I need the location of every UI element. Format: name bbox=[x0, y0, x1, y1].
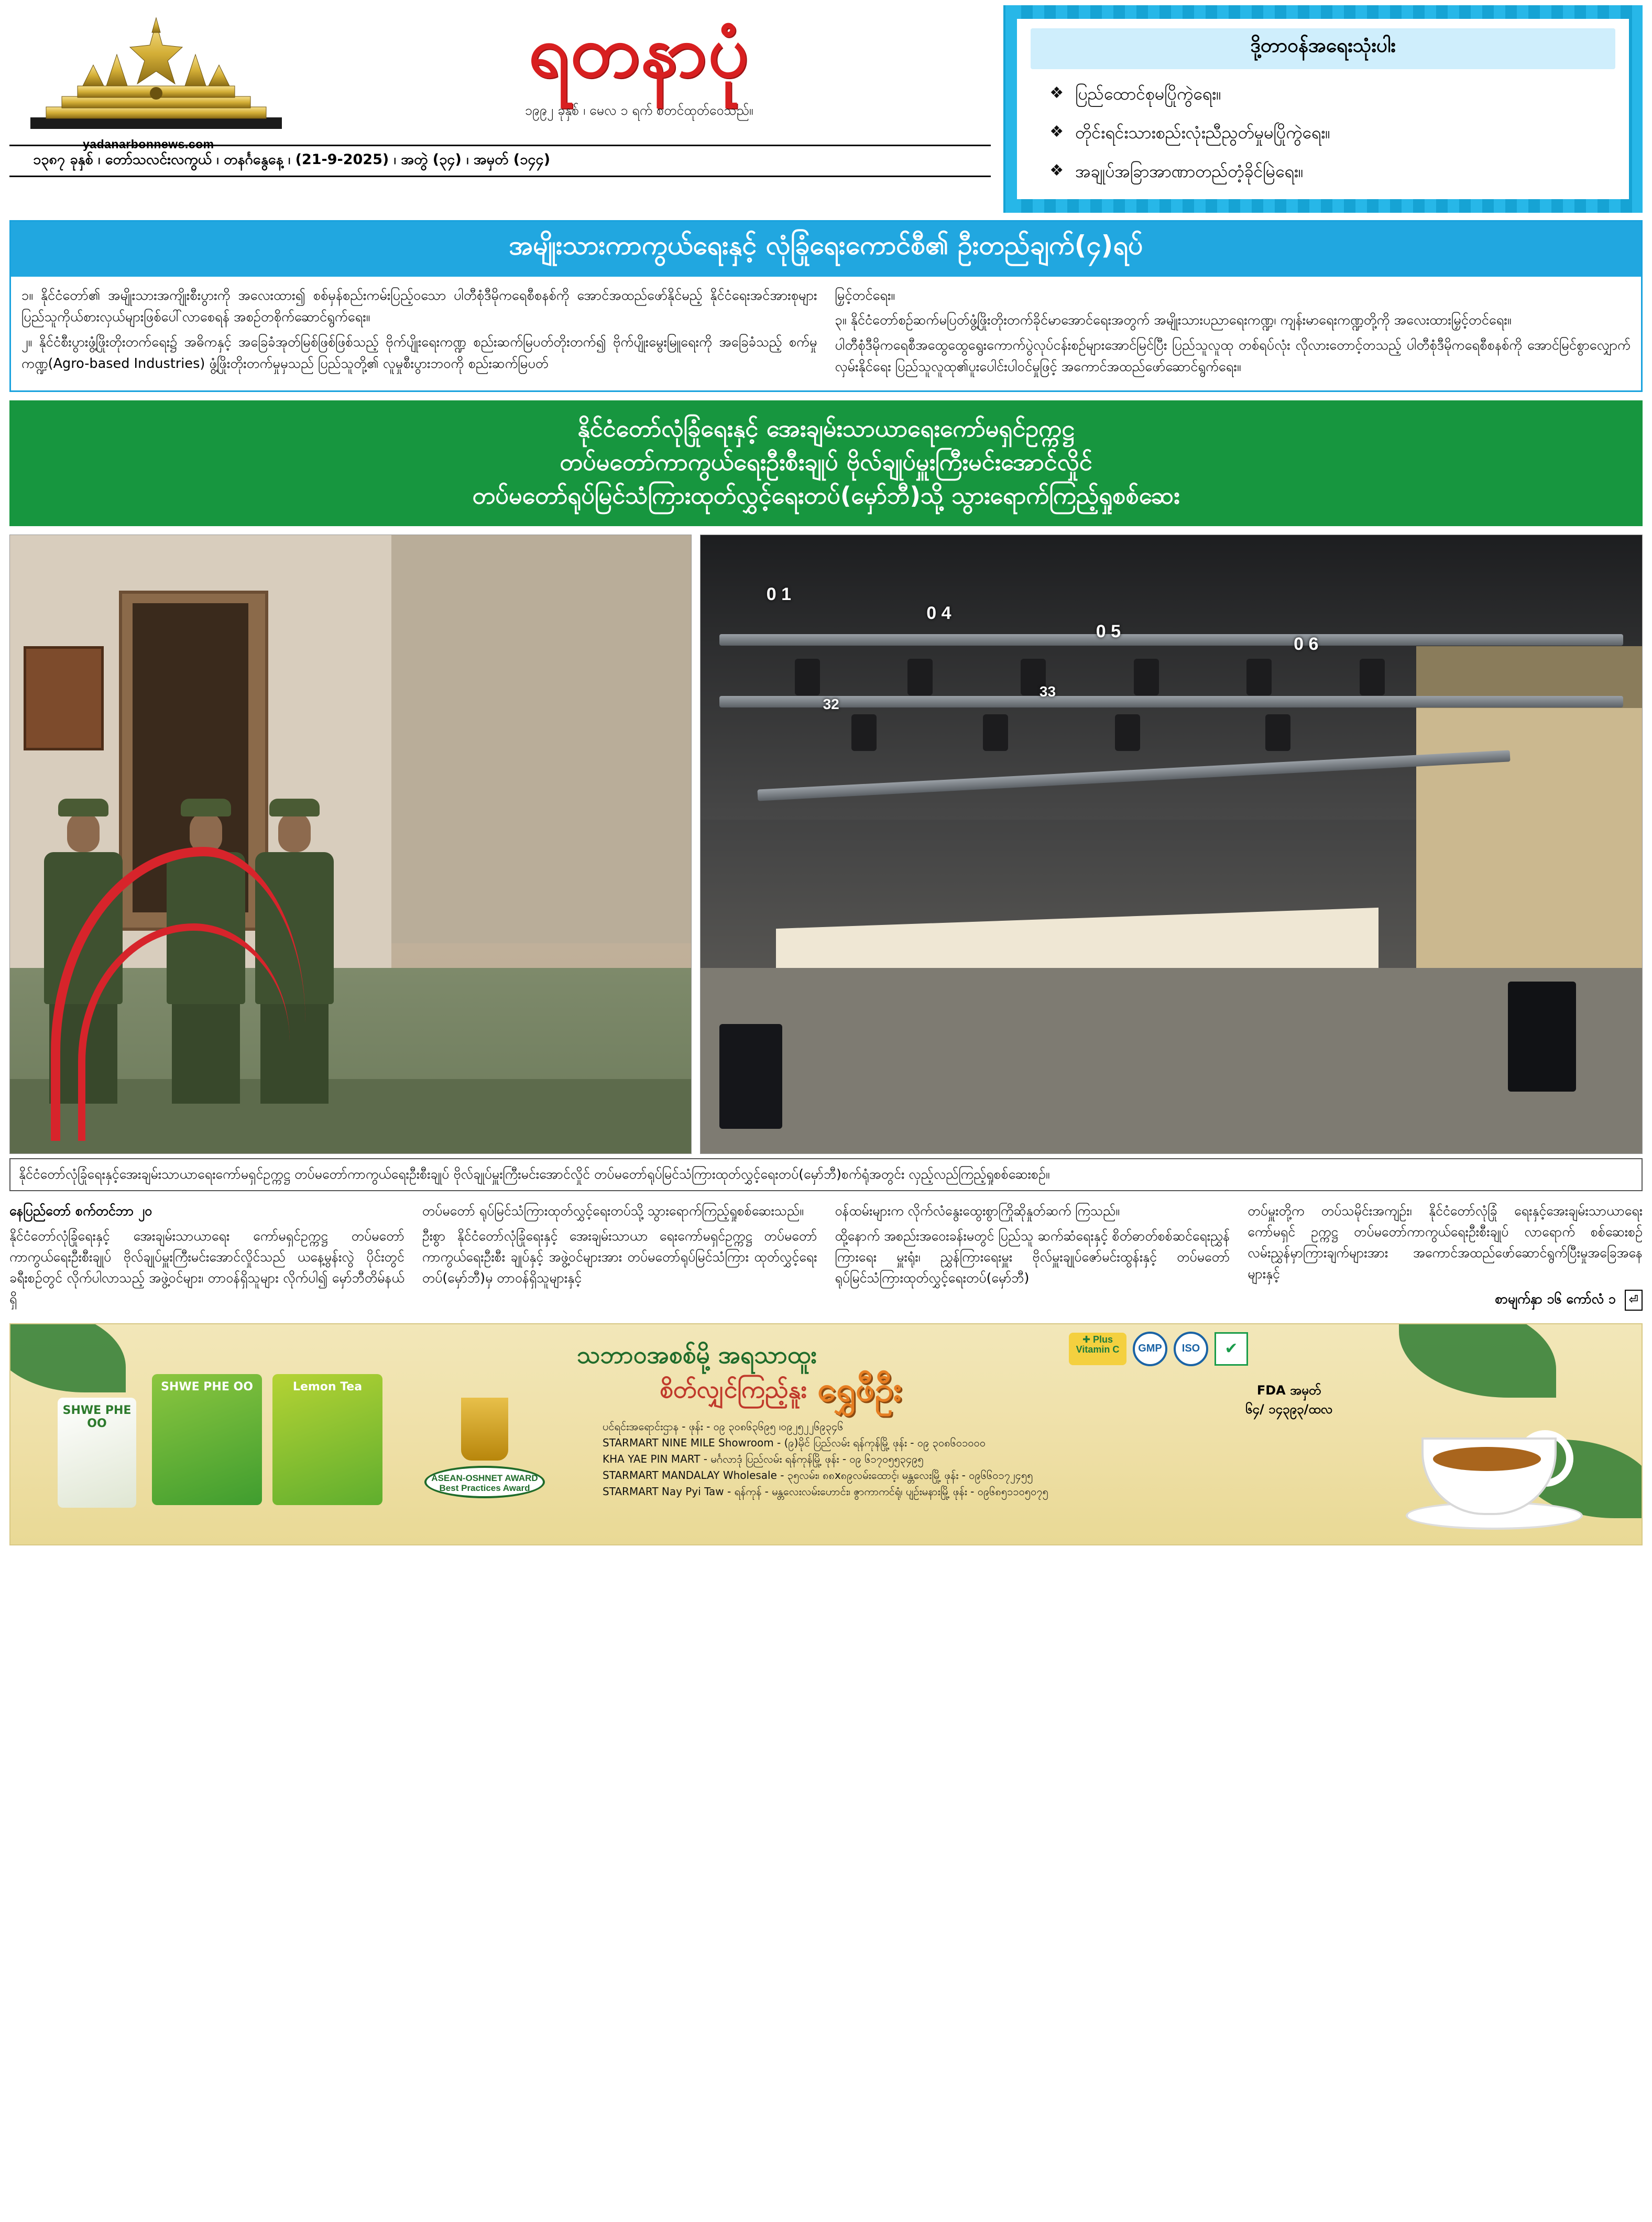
masthead-left bbox=[9, 5, 991, 177]
article-body bbox=[9, 1201, 1643, 1314]
page-turn-icon: ⏎ bbox=[1625, 1290, 1643, 1310]
fda-value: ၆၄/ ၁၄၃၉၃/ထလ bbox=[1245, 1401, 1333, 1417]
fda-approval bbox=[1205, 1382, 1373, 1420]
cause-item-label: အချုပ်အခြာအာဏာတည်တံ့ခိုင်မြဲရေး။ bbox=[1075, 161, 1304, 181]
article-paragraph: နိုင်ငံတော်လုံခြုံရေးနှင့် အေးချမ်းသာယာရေး ကော်မရှင်ဥက္ကဋ္ဌ တပ်မတော်ကာကွယ်ရေးဦးစီးချုပ် ဗိုလ်ချုပ်မှူးကြီးမင်းအောင်လှိုင်သည် ယနေ့မွန်းလွဲ ပိုင်းတွင် ခရီးစဉ်တွင် လိုက်ပါလာသည့် အဖွဲ့ဝင်များ၊ တာဝန်ရှိသူများ လိုက်ပါ၍ မှော်ဘီတိမ်နယ်ရှိ bbox=[9, 1228, 404, 1307]
cause-item-label: ပြည်ထောင်စုမပြိုကွဲရေး။ bbox=[1075, 84, 1221, 104]
ad-headline-primary: သဘာဝအစစ်မို့ အရသာထူး bbox=[577, 1340, 817, 1369]
three-main-causes-box bbox=[1003, 5, 1643, 213]
product-pack-label: SHWE PHE OO bbox=[161, 1380, 253, 1393]
objectives-column-left bbox=[21, 285, 817, 381]
check-certification-badge: ✔ bbox=[1215, 1332, 1248, 1366]
masthead bbox=[9, 0, 1643, 213]
issue-info-bar: ၁၃၈၇ ခုနှစ် ၊ တော်သလင်းလကွယ် ၊ တနင်္ဂနွေနေ့ ၊ (21-9-2025) ၊ အတွဲ (၃၄) ၊ အမှတ် (၁၄၄) bbox=[9, 145, 991, 177]
objective-paragraph: ၂။ နိုင်ငံစီးပွားဖွံ့ဖြိုးတိုးတက်ရေး၌ အဓိကနှင့် အခြေခံအုတ်မြစ်ဖြစ်ဖြစ်သည့် ဗိုက်ပျိုးရေးကဏ္ဍ စည်းဆက်မြပတ်တိုးတက်၍ ဗိုက်ပျိုးမွေးမြူရေးကို အခြေခံသည့် စက်မှုကဏ္ဍ(Agro-based Industries) ဖွံ့ဖြိုးတိုးတက်မှုမှသည် ပြည်သူတို့၏ လူမှုစီးပွားဘဝကို စည်းဆက်မြပတ် bbox=[21, 334, 817, 372]
iso-certification-badge: ISO bbox=[1174, 1332, 1208, 1366]
article-paragraph: ထို့နောက် အစည်းအဝေးခန်းမတွင် ပြည်သူ ဆက်ဆံရေးနှင့် စိတ်ဓာတ်စစ်ဆင်ရေးညွှန်ကြားရေး မှူးရုံး၊ ညွှန်ကြားရေးမှူး ဗိုလ်မှူးချုပ်ဇော်မင်းထွန်းနှင့် တပ်မတော်ရုပ်မြင်သံကြားထုတ်လွှင့်ရေးတပ်(မှော်ဘီ) bbox=[835, 1228, 1230, 1286]
product-pack-label: Lemon Tea bbox=[292, 1380, 363, 1393]
contact-line: KHA YAE PIN MART - မင်္ဂလာဒုံ ပြည်လမ်း ရန်ကုန်မြို့ ဖုန်း - ၀၉ ၆၁၇၀၅၅၃၄၉၅ bbox=[603, 1452, 924, 1465]
award-label: ASEAN-OSHNET AWARD Best Practices Award bbox=[424, 1466, 545, 1498]
continued-on-line bbox=[1248, 1289, 1643, 1310]
article-column-4 bbox=[1248, 1201, 1643, 1314]
photo-row bbox=[9, 535, 1643, 1154]
ad-headline-secondary: စိတ်လျှင်ကြည့်နူး bbox=[659, 1375, 807, 1403]
contact-line: STARMART NINE MILE Showroom - (၉)မိုင် ပြည်လမ်း ရန်ကုန်မြို့ ဖုန်း - ၀၉ ၃၀၈၆၀၁၀၀၀ bbox=[603, 1436, 986, 1449]
contact-line: ပင်ရင်းအရောင်းဌာန - ဖုန်း - ၀၉ ၃၀၈၆၃၆၉၅ ၊၀၉၂၅၂၂၆၉၃၄၆ bbox=[603, 1420, 844, 1433]
cause-item-label: တိုင်းရင်းသားစည်းလုံးညီညွတ်မှုမပြိုကွဲရေး။ bbox=[1075, 123, 1330, 143]
diamond-bullet-icon: ❖ bbox=[1049, 84, 1064, 102]
cause-item bbox=[1031, 122, 1615, 147]
award-emblem bbox=[424, 1398, 545, 1498]
diamond-bullet-icon: ❖ bbox=[1049, 161, 1064, 180]
contact-line: STARMART MANDALAY Wholesale - ၃၅လမ်း၊ ၈၈x၈၉လမ်းထောင့်၊ မန္တလေးမြို့ ဖုန်း - ၀၉၆၆၀၁၇၂၄၅၅ bbox=[603, 1468, 1033, 1482]
television-studio-lighting-rig-photo: 0 1 0 4 0 5 0 6 32 33 bbox=[700, 535, 1643, 1154]
causes-title: ဒို့တာဝန်အရေးသုံးပါး bbox=[1031, 28, 1615, 69]
ad-contact-list bbox=[603, 1419, 1179, 1500]
article-column-1 bbox=[9, 1201, 404, 1314]
website-url[interactable]: yadanarbonnews.com bbox=[83, 137, 214, 151]
ad-brand-name: ရွှေဖီဦး bbox=[817, 1370, 902, 1409]
article-column-2 bbox=[422, 1201, 817, 1314]
main-headline bbox=[9, 400, 1643, 526]
headline-line: တပ်မတော်ကာကွယ်ရေးဦးစီးချုပ် ဗိုလ်ချုပ်မှူးကြီးမင်းအောင်လှိုင် bbox=[560, 448, 1092, 476]
objective-paragraph: ပါတီစုံဒီမိုကရေစီအထွေထွေရွေးကောက်ပွဲလုပ်ငန်းစဉ်များအောင်မြင်ပြီး ပြည်သူလူထု တစ်ရပ်လုံး လိုလားတောင့်တသည့် ပါတီစုံဒီမိုကရေစီစနစ်ကို အောင်မြင်စွာလျှောက်လှမ်းနိုင်ရေး ပြည်သူလူထု၏ပူးပေါင်းပါဝင်မှုဖြင့် အကောင်အထည်ဖော်ဆောင်ရွက်ရေး။ bbox=[835, 337, 1631, 375]
fda-label: FDA အမှတ် bbox=[1256, 1382, 1321, 1398]
article-column-3 bbox=[835, 1201, 1230, 1314]
objectives-column-right bbox=[835, 285, 1631, 381]
article-paragraph: တပ်မတော် ရုပ်မြင်သံကြားထုတ်လွှင့်ရေးတပ်သို့ သွားရောက်ကြည့်ရှုစစ်ဆေးသည်။ bbox=[422, 1203, 804, 1219]
article-paragraph: တပ်မှူးတို့က တပ်သမိုင်းအကျဉ်း၊ နိုင်ငံတော်လုံခြုံ ရေးနှင့်အေးချမ်းသာယာရေးကော်မရှင် ဥက္ကဋ္ဌ တပ်မတော်ကာကွယ်ရေးဦးစီးချုပ် လာရောက် စစ်ဆေးစဉ် လမ်းညွှန်မှာကြားချက်များအား အကောင်အထည်ဖော်ဆောင်ရွက်ပြီးမှုအခြေအနေ များနှင့် bbox=[1248, 1203, 1643, 1282]
officials-inspecting-building-photo bbox=[9, 535, 692, 1154]
gmp-certification-badge: GMP bbox=[1133, 1332, 1167, 1366]
headline-line: နိုင်ငံတော်လုံခြုံရေးနှင့် အေးချမ်းသာယာရေးကော်မရှင်ဥက္ကဋ္ဌ bbox=[577, 415, 1075, 443]
cause-item bbox=[1031, 83, 1615, 108]
article-paragraph: ဝန်ထမ်းများက လိုက်လံနွေးထွေးစွာကြိုဆိုနှုတ်ဆက် ကြသည်။ bbox=[835, 1203, 1120, 1219]
contact-line: STARMART Nay Pyi Taw - ရန်ကုန် - မန္တလေးလမ်းဟောင်း၊ ဇွာကာကင်ရုံ၊ ပျဉ်းမနားမြို့ ဖုန်း - ၀၉၆၈၅၁၁၀၅၀၇၅ bbox=[603, 1485, 1048, 1498]
diamond-bullet-icon: ❖ bbox=[1049, 123, 1064, 141]
certification-badges bbox=[1069, 1332, 1248, 1366]
cause-item bbox=[1031, 160, 1615, 186]
vitamin-c-plus-badge: ✚ Plus Vitamin C bbox=[1069, 1333, 1126, 1365]
article-paragraph: ဦးစွာ နိုင်ငံတော်လုံခြုံရေးနှင့် အေးချမ်းသာယာ ရေးကော်မရှင်ဥက္ကဋ္ဌ တပ်မတော်ကာကွယ်ရေးဦးစီး ချုပ်နှင့် အဖွဲ့ဝင်များအား တပ်မတော်ရုပ်မြင်သံကြား ထုတ်လွှင့်ရေးတပ်(မှော်ဘီ)မှ တာဝန်ရှိသူများနှင့် bbox=[422, 1228, 817, 1286]
paper-title-myanmar: ရတနာပုံ bbox=[528, 10, 750, 93]
paper-title bbox=[287, 5, 991, 122]
tea-cup-illustration bbox=[1406, 1424, 1579, 1534]
tea-advertisement[interactable] bbox=[9, 1323, 1643, 1545]
objective-paragraph: မြှင့်တင်ရေး။ bbox=[835, 288, 895, 303]
pagoda-logo-icon bbox=[25, 15, 287, 135]
objective-paragraph: ၁။ နိုင်ငံတော်၏ အမျိုးသားအကျိုးစီးပွားကို အလေးထား၍ စစ်မှန်စည်းကမ်းပြည့်ဝသော ပါတီစုံဒီမိုကရေစီစနစ်ကို အောင်အထည်ဖော်နိုင်မည့် နိုင်ငံရေးအင်အားစုများ ပြည်သူကိုယ်စားလှယ်များဖြစ်ပေါ်လာစေရန် အစဉ်တစိုက်ဆောင်ရွက်ရေး။ bbox=[21, 288, 817, 325]
objective-paragraph: ၃။ နိုင်ငံတော်စဉ်ဆက်မပြတ်ဖွံ့ဖြိုးတိုးတက်ခိုင်မာအောင်ရေးအတွက် အမျိုးသားပညာရေးကဏ္ဍ၊ ကျန်းမာရေးကဏ္ဍတို့ကို အလေးထားမြှင့်တင်ရေး။ bbox=[835, 312, 1512, 329]
dateline: နေပြည်တော် စက်တင်ဘာ ၂၀ bbox=[9, 1203, 152, 1219]
photo-caption: နိုင်ငံတော်လုံခြုံရေးနှင့်အေးချမ်းသာယာရေးကော်မရှင်ဥက္ကဋ္ဌ တပ်မတော်ကာကွယ်ရေးဦးစီးချုပ် ဗိုလ်ချုပ်မှူးကြီးမင်းအောင်လှိုင် တပ်မတော်ရုပ်မြင်သံကြားထုတ်လွှင့်ရေးတပ်(မှော်ဘီ)စက်ရုံအတွင်း လှည့်လည်ကြည့်ရှုစစ်ဆေးစဉ်။ bbox=[9, 1158, 1643, 1192]
paper-founded-line: ၁၉၉၂ ခုနှစ် ၊ မေလ ၁ ရက် စတင်ထုတ်ဝေသည်။ bbox=[524, 102, 753, 118]
objectives-heading: အမျိုးသားကာကွယ်ရေးနှင့် လုံခြုံရေးကောင်စီ၏ ဦးတည်ချက်(၄)ရပ် bbox=[11, 222, 1641, 277]
product-pack-label: SHWE PHE OO bbox=[62, 1403, 132, 1430]
headline-line: တပ်မတော်ရုပ်မြင်သံကြားထုတ်လွှင့်ရေးတပ်(မှော်ဘီ)သို့ သွားရောက်ကြည့်ရှုစစ်ဆေး bbox=[472, 481, 1180, 509]
continued-label: စာမျက်နှာ ၁၆ ကော်လံ ၁ bbox=[1495, 1291, 1616, 1307]
national-defence-objectives-section bbox=[9, 220, 1643, 392]
